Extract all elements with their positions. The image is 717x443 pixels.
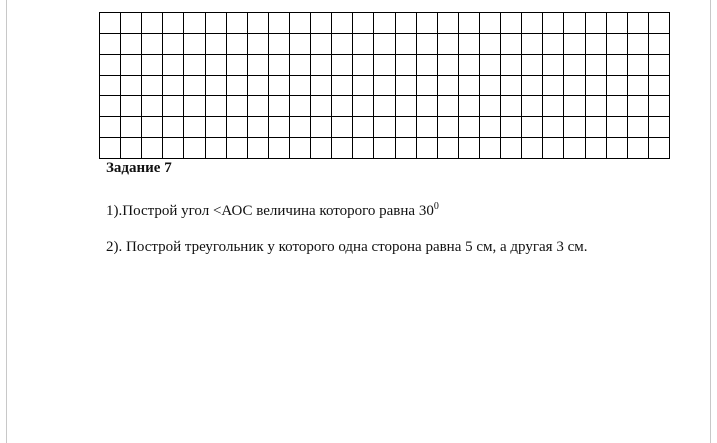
grid-cell: [100, 138, 121, 159]
grid-cell: [247, 117, 268, 138]
grid-cell: [479, 117, 500, 138]
grid-cell: [289, 117, 310, 138]
grid-cell: [648, 117, 669, 138]
grid-cell: [458, 54, 479, 75]
grid-row: [100, 13, 670, 34]
grid-cell: [522, 54, 543, 75]
grid-cell: [543, 117, 564, 138]
grid-cell: [437, 117, 458, 138]
grid-cell: [353, 138, 374, 159]
grid-cell: [437, 33, 458, 54]
grid-cell: [585, 138, 606, 159]
grid-cell: [353, 33, 374, 54]
grid-cell: [416, 96, 437, 117]
grid-cell: [585, 13, 606, 34]
grid-cell: [501, 138, 522, 159]
grid-cell: [289, 75, 310, 96]
grid-cell: [163, 13, 184, 34]
grid-cell: [564, 75, 585, 96]
grid-row: [100, 75, 670, 96]
grid-cell: [226, 54, 247, 75]
grid-cell: [395, 75, 416, 96]
grid-cell: [437, 96, 458, 117]
grid-cell: [437, 75, 458, 96]
grid-cell: [437, 138, 458, 159]
grid-cell: [332, 13, 353, 34]
grid-cell: [121, 13, 142, 34]
grid-cell: [627, 138, 648, 159]
grid-cell: [374, 13, 395, 34]
grid-cell: [121, 117, 142, 138]
grid-cell: [585, 33, 606, 54]
grid-cell: [543, 13, 564, 34]
grid-cell: [479, 54, 500, 75]
grid-cell: [184, 54, 205, 75]
grid-cell: [163, 75, 184, 96]
grid-cell: [648, 75, 669, 96]
page-border-right: [710, 0, 711, 443]
task-title: Задание 7: [106, 160, 172, 176]
grid-cell: [543, 96, 564, 117]
grid-cell: [353, 96, 374, 117]
grid-cell: [247, 96, 268, 117]
grid-cell: [606, 96, 627, 117]
grid-cell: [543, 75, 564, 96]
grid-cell: [458, 75, 479, 96]
grid-cell: [395, 138, 416, 159]
grid-cell: [247, 13, 268, 34]
grid-cell: [374, 138, 395, 159]
grid-cell: [332, 33, 353, 54]
grid-cell: [121, 96, 142, 117]
grid-cell: [353, 54, 374, 75]
grid-cell: [395, 117, 416, 138]
grid-cell: [648, 13, 669, 34]
grid-cell: [226, 33, 247, 54]
grid-cell: [458, 117, 479, 138]
grid-cell: [184, 117, 205, 138]
task-item-2: 2). Построй треугольник у которого одна сторона равна 5 см, а другая 3 см.: [106, 239, 588, 255]
grid-cell: [163, 117, 184, 138]
grid-cell: [564, 117, 585, 138]
grid-cell: [332, 138, 353, 159]
grid-cell: [332, 96, 353, 117]
grid-cell: [163, 96, 184, 117]
grid-row: [100, 138, 670, 159]
grid-cell: [564, 13, 585, 34]
grid-cell: [268, 96, 289, 117]
grid-cell: [142, 96, 163, 117]
grid-cell: [332, 54, 353, 75]
grid-cell: [121, 138, 142, 159]
grid-cell: [142, 13, 163, 34]
grid-cell: [311, 13, 332, 34]
grid-cell: [564, 54, 585, 75]
grid-cell: [142, 117, 163, 138]
grid-cell: [184, 75, 205, 96]
grid-cell: [205, 75, 226, 96]
grid-cell: [543, 54, 564, 75]
grid-cell: [585, 96, 606, 117]
grid-cell: [268, 54, 289, 75]
grid-cell: [374, 75, 395, 96]
grid-cell: [585, 75, 606, 96]
grid-cell: [522, 117, 543, 138]
grid-cell: [522, 13, 543, 34]
grid-cell: [184, 33, 205, 54]
grid-cell: [585, 54, 606, 75]
grid-cell: [247, 75, 268, 96]
grid-cell: [268, 75, 289, 96]
grid-cell: [501, 33, 522, 54]
grid-cell: [163, 54, 184, 75]
grid-cell: [458, 13, 479, 34]
grid-cell: [606, 138, 627, 159]
grid-cell: [247, 33, 268, 54]
grid-cell: [606, 13, 627, 34]
grid-cell: [627, 96, 648, 117]
grid-cell: [205, 13, 226, 34]
grid-cell: [627, 75, 648, 96]
grid-cell: [627, 33, 648, 54]
grid-cell: [163, 33, 184, 54]
grid-cell: [268, 117, 289, 138]
grid-cell: [311, 75, 332, 96]
grid-cell: [501, 54, 522, 75]
grid-cell: [353, 117, 374, 138]
grid-cell: [100, 33, 121, 54]
grid-cell: [543, 138, 564, 159]
grid-cell: [100, 13, 121, 34]
grid-cell: [606, 75, 627, 96]
grid-cell: [501, 13, 522, 34]
grid-cell: [121, 54, 142, 75]
grid-cell: [648, 33, 669, 54]
grid-cell: [522, 96, 543, 117]
grid-cell: [543, 33, 564, 54]
grid-cell: [353, 75, 374, 96]
grid-cell: [606, 117, 627, 138]
grid-cell: [100, 117, 121, 138]
grid-cell: [374, 54, 395, 75]
grid-cell: [374, 33, 395, 54]
grid-cell: [311, 138, 332, 159]
grid-cell: [142, 138, 163, 159]
grid-cell: [522, 138, 543, 159]
grid-cell: [395, 96, 416, 117]
grid-cell: [205, 33, 226, 54]
square-grid: [99, 12, 670, 159]
grid-cell: [479, 33, 500, 54]
grid-cell: [416, 75, 437, 96]
grid-cell: [184, 96, 205, 117]
grid-row: [100, 33, 670, 54]
grid-cell: [395, 33, 416, 54]
grid-cell: [479, 138, 500, 159]
grid-cell: [627, 54, 648, 75]
grid-row: [100, 54, 670, 75]
grid-row: [100, 117, 670, 138]
grid-cell: [332, 75, 353, 96]
grid-cell: [416, 33, 437, 54]
grid-cell: [627, 117, 648, 138]
grid-cell: [522, 33, 543, 54]
grid-cell: [184, 13, 205, 34]
grid-cell: [437, 54, 458, 75]
grid-cell: [163, 138, 184, 159]
grid-cell: [289, 33, 310, 54]
grid-cell: [247, 54, 268, 75]
grid-cell: [184, 138, 205, 159]
grid-cell: [205, 54, 226, 75]
grid-cell: [648, 96, 669, 117]
grid-cell: [332, 117, 353, 138]
grid-cell: [268, 13, 289, 34]
grid-cell: [606, 33, 627, 54]
grid-cell: [289, 96, 310, 117]
grid-cell: [247, 138, 268, 159]
grid-cell: [648, 54, 669, 75]
grid-cell: [585, 117, 606, 138]
grid-cell: [437, 13, 458, 34]
grid-cell: [501, 117, 522, 138]
grid-cell: [458, 138, 479, 159]
grid-row: [100, 96, 670, 117]
task-item-1: [106, 201, 439, 220]
grid-cell: [226, 75, 247, 96]
grid-cell: [458, 33, 479, 54]
grid-cell: [289, 13, 310, 34]
grid-cell: [100, 75, 121, 96]
grid-cell: [142, 75, 163, 96]
grid-cell: [416, 117, 437, 138]
grid-cell: [121, 33, 142, 54]
grid-cell: [142, 54, 163, 75]
grid-cell: [226, 13, 247, 34]
grid-cell: [374, 117, 395, 138]
grid-cell: [564, 33, 585, 54]
grid-cell: [395, 54, 416, 75]
grid-cell: [564, 96, 585, 117]
grid-cell: [121, 75, 142, 96]
grid-cell: [226, 117, 247, 138]
grid-cell: [606, 54, 627, 75]
page-border-left: [6, 0, 7, 443]
grid-cell: [395, 13, 416, 34]
grid-cell: [648, 138, 669, 159]
grid-cell: [479, 75, 500, 96]
grid-cell: [311, 117, 332, 138]
grid-cell: [627, 13, 648, 34]
grid-cell: [100, 54, 121, 75]
grid-cell: [353, 13, 374, 34]
grid-cell: [416, 13, 437, 34]
grid-cell: [142, 33, 163, 54]
grid-cell: [479, 13, 500, 34]
grid-cell: [374, 96, 395, 117]
grid-cell: [479, 96, 500, 117]
grid-cell: [100, 96, 121, 117]
grid-cell: [289, 54, 310, 75]
grid-cell: [226, 96, 247, 117]
grid-cell: [205, 117, 226, 138]
degree-superscript: 0: [433, 201, 439, 212]
grid-cell: [226, 138, 247, 159]
grid-cell: [416, 138, 437, 159]
grid-cell: [416, 54, 437, 75]
grid-cell: [289, 138, 310, 159]
grid-cell: [205, 96, 226, 117]
task-item-1-text: 1).Построй угол <АОС величина которого равна 30: [106, 203, 434, 219]
grid-cell: [268, 33, 289, 54]
grid-cell: [268, 138, 289, 159]
grid-cell: [311, 33, 332, 54]
grid-cell: [501, 75, 522, 96]
grid-cell: [522, 75, 543, 96]
grid-cell: [458, 96, 479, 117]
grid-cell: [205, 138, 226, 159]
grid-cell: [501, 96, 522, 117]
grid-cell: [564, 138, 585, 159]
grid-cell: [311, 96, 332, 117]
grid-cell: [311, 54, 332, 75]
